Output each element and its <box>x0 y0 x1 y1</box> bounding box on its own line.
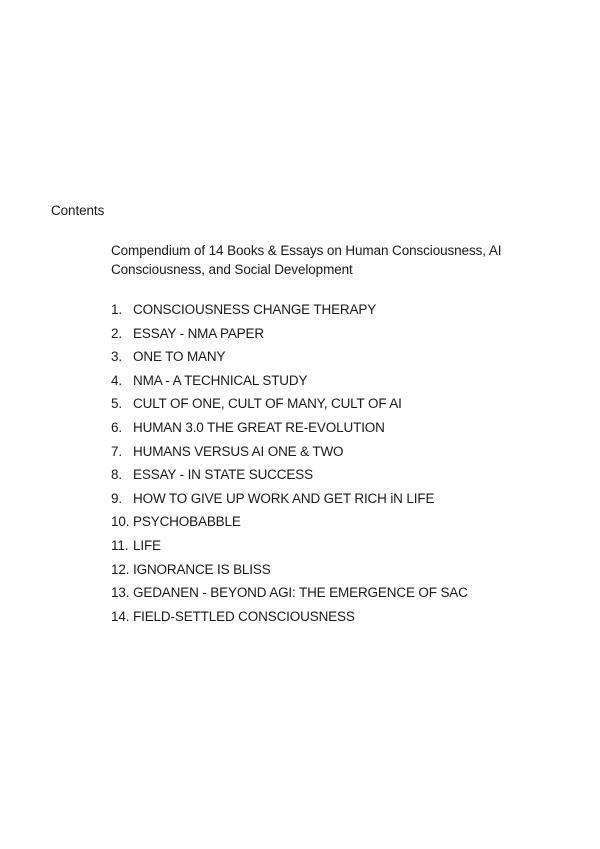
toc-title: ESSAY - NMA PAPER <box>133 325 264 341</box>
toc-number: 5. <box>111 396 122 412</box>
toc-number: 3. <box>111 349 122 365</box>
toc-item <box>111 394 468 418</box>
toc-item <box>111 512 468 536</box>
toc-item <box>111 347 468 371</box>
toc-number: 14. <box>111 608 130 624</box>
toc-number: 10. <box>111 514 130 530</box>
toc-item <box>111 465 468 489</box>
toc-item <box>111 583 468 607</box>
toc-number: 6. <box>111 419 122 435</box>
toc-item <box>111 560 468 584</box>
toc-item <box>111 300 468 324</box>
toc-item <box>111 536 468 560</box>
toc-title: ONE TO MANY <box>133 349 226 365</box>
toc-item <box>111 324 468 348</box>
toc-item <box>111 371 468 395</box>
toc-number: 12. <box>111 561 130 577</box>
toc-number: 2. <box>111 325 122 341</box>
toc-title: CONSCIOUSNESS CHANGE THERAPY <box>133 302 377 317</box>
toc-number: 13. <box>111 585 130 601</box>
toc-title: IGNORANCE IS BLISS <box>133 561 271 577</box>
toc-title: ESSAY - IN STATE SUCCESS <box>133 467 313 483</box>
toc-title: PSYCHOBABBLE <box>133 514 241 530</box>
toc-title: FIELD-SETTLED CONSCIOUSNESS <box>133 608 355 624</box>
toc-number: 9. <box>111 490 122 506</box>
toc-number: 11. <box>111 537 129 553</box>
toc-item <box>111 418 468 442</box>
compendium-description: Compendium of 14 Books & Essays on Human Consciousness, AI Consciousness, and Social Development <box>111 243 502 277</box>
toc-number: 4. <box>111 372 122 388</box>
contents-heading: Contents <box>51 203 105 218</box>
toc-item <box>111 489 468 513</box>
toc-number: 7. <box>111 443 122 459</box>
toc-item <box>111 442 468 466</box>
toc-title: NMA - A TECHNICAL STUDY <box>133 372 308 388</box>
toc-title: CULT OF ONE, CULT OF MANY, CULT OF AI <box>133 396 402 412</box>
toc-number: 1. <box>111 302 122 317</box>
table-of-contents <box>111 300 468 630</box>
toc-title: HUMANS VERSUS AI ONE & TWO <box>133 443 344 459</box>
toc-title: HUMAN 3.0 THE GREAT RE-EVOLUTION <box>133 419 385 435</box>
toc-item <box>111 607 468 631</box>
toc-title: LIFE <box>133 537 161 553</box>
toc-title: HOW TO GIVE UP WORK AND GET RICH iN LIFE <box>133 490 435 506</box>
toc-number: 8. <box>111 467 122 483</box>
toc-title: GEDANEN - BEYOND AGI: THE EMERGENCE OF SAC <box>133 585 468 601</box>
